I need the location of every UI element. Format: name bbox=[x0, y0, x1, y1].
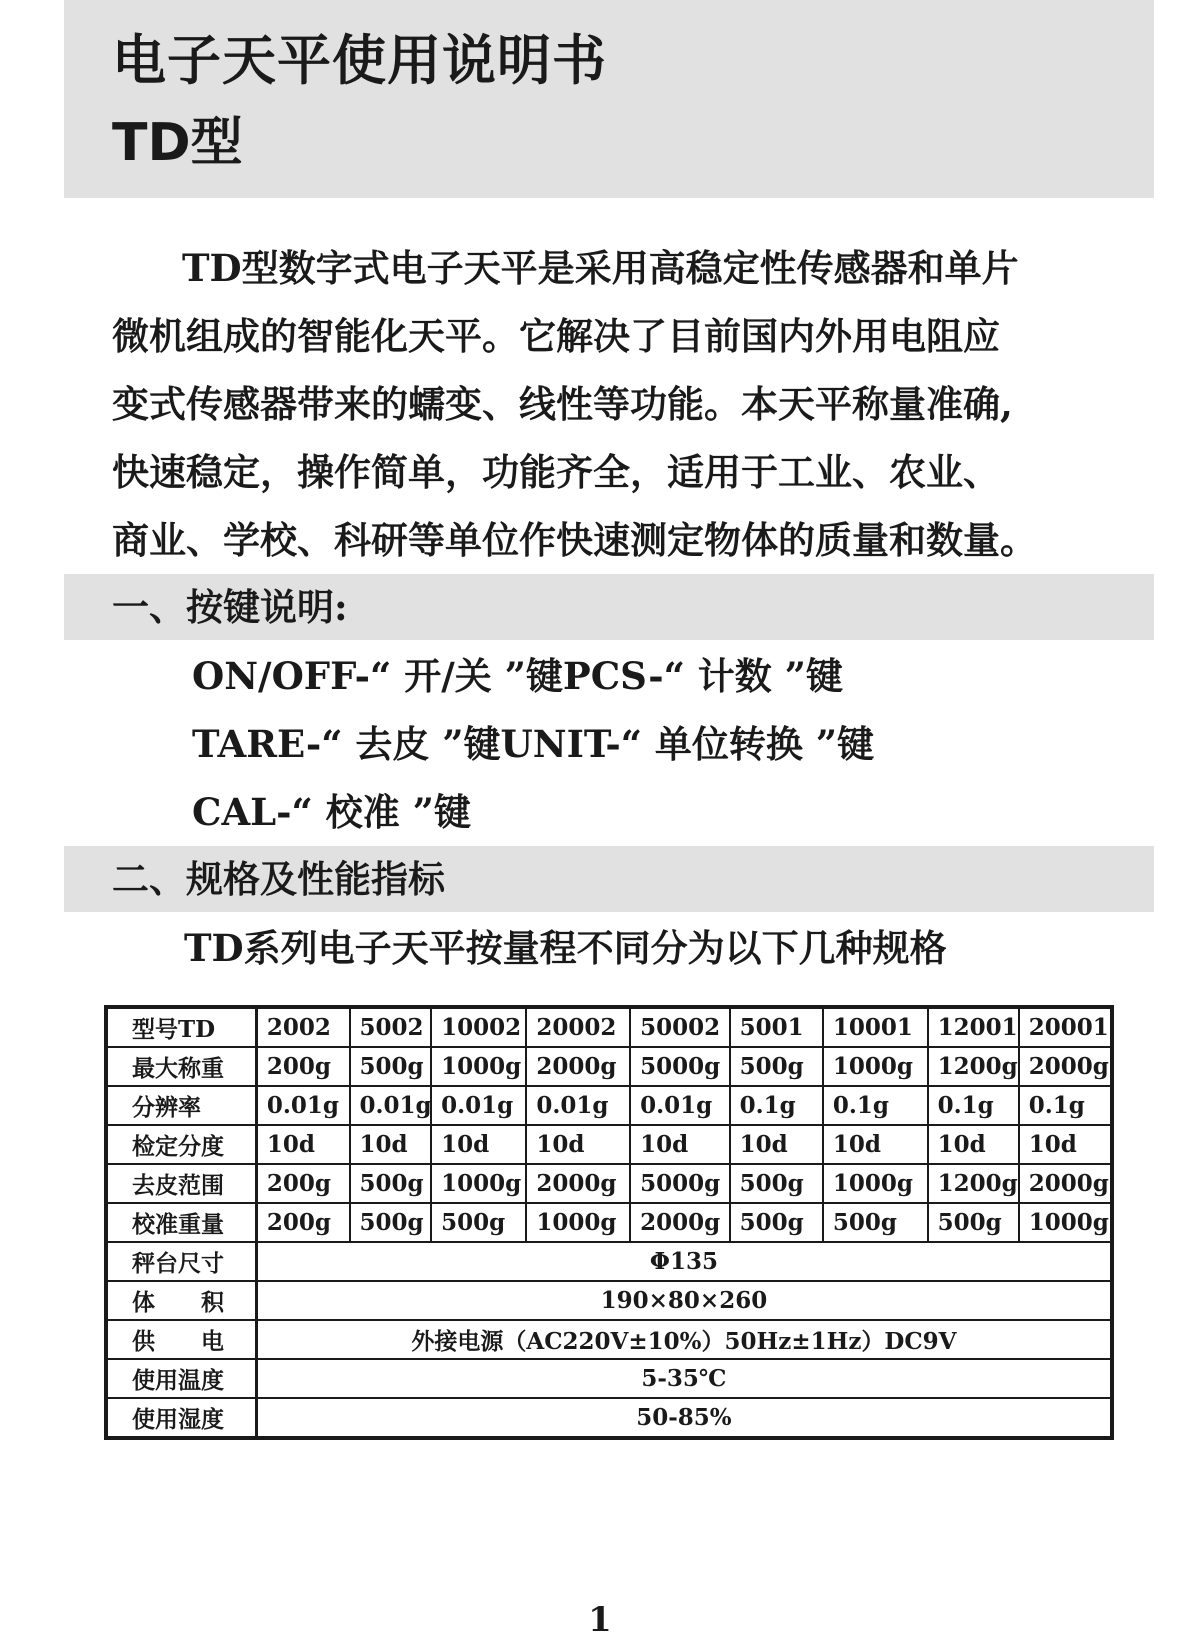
table-cell: 1200g bbox=[928, 1047, 1019, 1086]
document-title: 电子天平使用说明书 bbox=[112, 29, 607, 92]
key-list bbox=[192, 642, 874, 846]
key-item: TARE-“ 去皮 ”键UNIT-“ 单位转换 ”键 bbox=[192, 722, 875, 766]
table-cell: 5000g bbox=[630, 1164, 730, 1203]
table-cell: 0.01g bbox=[526, 1086, 630, 1125]
table-cell: 10d bbox=[350, 1125, 432, 1164]
table-cell: 0.01g bbox=[630, 1086, 730, 1125]
table-cell: 0.1g bbox=[928, 1086, 1019, 1125]
table-cell: 检定分度 bbox=[106, 1125, 256, 1164]
table-cell: 10d bbox=[928, 1125, 1019, 1164]
table-cell: 型号TD bbox=[106, 1007, 256, 1047]
table-cell: 50002 bbox=[630, 1007, 730, 1047]
table-cell: 2000g bbox=[1019, 1164, 1112, 1203]
intro-line: 快速稳定，操作简单，功能齐全，适用于工业、农业、 bbox=[112, 450, 1000, 494]
page-number: 1 bbox=[588, 1600, 612, 1640]
intro-line: 商业、学校、科研等单位作快速测定物体的质量和数量。 bbox=[112, 518, 1037, 562]
table-row bbox=[106, 1398, 1112, 1438]
table-cell: 10d bbox=[431, 1125, 526, 1164]
table-cell: 12001 bbox=[928, 1007, 1019, 1047]
table-cell: 10d bbox=[823, 1125, 928, 1164]
table-row bbox=[106, 1281, 1112, 1320]
table-cell: 2000g bbox=[526, 1047, 630, 1086]
table-cell: 使用温度 bbox=[106, 1359, 256, 1398]
table-cell: 20002 bbox=[526, 1007, 630, 1047]
table-cell: 1000g bbox=[431, 1164, 526, 1203]
table-row bbox=[106, 1047, 1112, 1086]
table-row bbox=[106, 1125, 1112, 1164]
table-cell: 校准重量 bbox=[106, 1203, 256, 1242]
table-cell: 0.1g bbox=[730, 1086, 823, 1125]
section-heading-keys: 一、按键说明: bbox=[112, 585, 348, 629]
table-row bbox=[106, 1242, 1112, 1281]
table-cell: 500g bbox=[350, 1164, 432, 1203]
table-cell: 5-35℃ bbox=[256, 1359, 1112, 1398]
table-row bbox=[106, 1203, 1112, 1242]
table-cell: 分辨率 bbox=[106, 1086, 256, 1125]
table-cell: 1000g bbox=[1019, 1203, 1112, 1242]
table-cell: 200g bbox=[256, 1203, 349, 1242]
table-cell: 供 电 bbox=[106, 1320, 256, 1359]
table-cell: 190×80×260 bbox=[256, 1281, 1112, 1320]
table-cell: 1000g bbox=[526, 1203, 630, 1242]
table-cell: 10001 bbox=[823, 1007, 928, 1047]
table-cell: 0.1g bbox=[823, 1086, 928, 1125]
table-cell: 500g bbox=[431, 1203, 526, 1242]
table-cell: 5000g bbox=[630, 1047, 730, 1086]
intro-line: TD型数字式电子天平是采用高稳定性传感器和单片 bbox=[182, 246, 1019, 290]
table-cell: 2000g bbox=[526, 1164, 630, 1203]
table-cell: 20001 bbox=[1019, 1007, 1112, 1047]
table-cell: 最大称重 bbox=[106, 1047, 256, 1086]
table-cell: 500g bbox=[350, 1203, 432, 1242]
table-cell: 10d bbox=[1019, 1125, 1112, 1164]
table-cell: 0.01g bbox=[350, 1086, 432, 1125]
section-heading-specs: 二、规格及性能指标 bbox=[112, 857, 445, 901]
key-item: ON/OFF-“ 开/关 ”键PCS-“ 计数 ”键 bbox=[192, 654, 843, 698]
table-cell: Φ135 bbox=[256, 1242, 1112, 1281]
table-cell: 使用湿度 bbox=[106, 1398, 256, 1438]
table-cell: 200g bbox=[256, 1047, 349, 1086]
table-cell: 500g bbox=[730, 1047, 823, 1086]
table-cell: 1200g bbox=[928, 1164, 1019, 1203]
table-cell: 10d bbox=[526, 1125, 630, 1164]
intro-line: 微机组成的智能化天平。它解决了目前国内外用电阻应 bbox=[112, 314, 1000, 358]
table-cell: 1000g bbox=[431, 1047, 526, 1086]
table-cell: 2002 bbox=[256, 1007, 349, 1047]
document-subtitle: TD型 bbox=[112, 113, 243, 173]
table-row bbox=[106, 1320, 1112, 1359]
table-cell: 2000g bbox=[1019, 1047, 1112, 1086]
table-cell: 50-85% bbox=[256, 1398, 1112, 1438]
table-cell: 1000g bbox=[823, 1047, 928, 1086]
table-cell: 500g bbox=[730, 1164, 823, 1203]
table-row bbox=[106, 1164, 1112, 1203]
table-cell: 外接电源（AC220V±10%）50Hz±1Hz）DC9V bbox=[256, 1320, 1112, 1359]
table-cell: 10d bbox=[256, 1125, 349, 1164]
table-caption: TD系列电子天平按量程不同分为以下几种规格 bbox=[184, 926, 947, 970]
table-cell: 2000g bbox=[630, 1203, 730, 1242]
table-header-row bbox=[106, 1007, 1112, 1047]
table-row bbox=[106, 1086, 1112, 1125]
table-cell: 1000g bbox=[823, 1164, 928, 1203]
table-cell: 去皮范围 bbox=[106, 1164, 256, 1203]
spec-table bbox=[104, 1005, 1114, 1440]
table-cell: 0.01g bbox=[431, 1086, 526, 1125]
table-cell: 5001 bbox=[730, 1007, 823, 1047]
intro-paragraph bbox=[112, 234, 1152, 574]
table-cell: 0.01g bbox=[256, 1086, 349, 1125]
table-cell: 秤台尺寸 bbox=[106, 1242, 256, 1281]
table-row bbox=[106, 1359, 1112, 1398]
intro-line: 变式传感器带来的蠕变、线性等功能。本天平称量准确, bbox=[112, 382, 1013, 426]
table-cell: 500g bbox=[928, 1203, 1019, 1242]
key-item: CAL-“ 校准 ”键 bbox=[192, 790, 471, 834]
table-cell: 10d bbox=[730, 1125, 823, 1164]
table-cell: 5002 bbox=[350, 1007, 432, 1047]
table-cell: 体 积 bbox=[106, 1281, 256, 1320]
table-cell: 10002 bbox=[431, 1007, 526, 1047]
table-cell: 200g bbox=[256, 1164, 349, 1203]
table-cell: 500g bbox=[730, 1203, 823, 1242]
table-cell: 10d bbox=[630, 1125, 730, 1164]
table-cell: 500g bbox=[350, 1047, 432, 1086]
table-cell: 500g bbox=[823, 1203, 928, 1242]
table-cell: 0.1g bbox=[1019, 1086, 1112, 1125]
